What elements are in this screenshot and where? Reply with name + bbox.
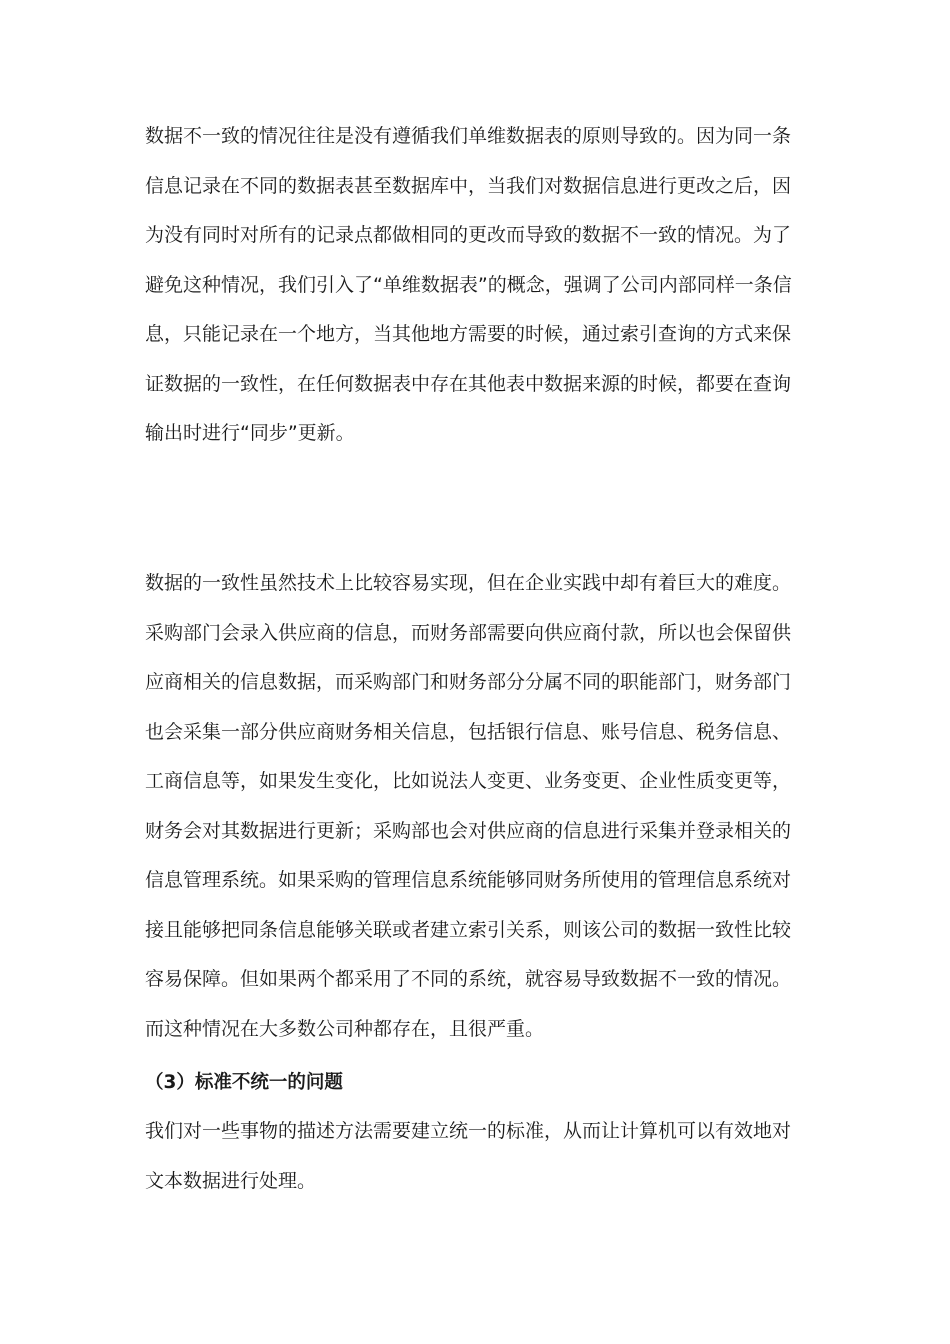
paragraph-data-inconsistency: 数据不一致的情况往往是没有遵循我们单维数据表的原则导致的。因为同一条信息记录在不同的数据表甚至数据库中，当我们对数据信息进行更改之后，因为没有同时对所有的记录点都做相同的更改而导致的数据不一致的情况。为了避免这种情况，我们引入了“单维数据表”的概念，强调了公司内部同样一条信息，只能记录在一个地方，当其他地方需要的时候，通过索引查询的方式来保证数据的一致性，在任何数据表中存在其他表中数据来源的时候，都要在查询输出时进行“同步”更新。 <box>145 125 792 444</box>
paragraph-unified-standard: 我们对一些事物的描述方法需要建立统一的标准，从而让计算机可以有效地对文本数据进行处理。 <box>145 1120 792 1192</box>
section-heading: （3）标准不统一的问题 <box>145 1072 343 1093</box>
paragraph-consistency-difficulty: 数据的一致性虽然技术上比较容易实现，但在企业实践中却有着巨大的难度。采购部门会录入供应商的信息，而财务部需要向供应商付款，所以也会保留供应商相关的信息数据，而采购部门和财务部分分属不同的职能部门，财务部门也会采集一部分供应商财务相关信息，包括银行信息、账号信息、税务信息、工商信息等，如果发生变化，比如说法人变更、业务变更、企业性质变更等，财务会对其数据进行更新；采购部也会对供应商的信息进行采集并登录相关的信息管理系统。如果采购的管理信息系统能够同财务所使用的管理信息系统对接且能够把同条信息能够关联或者建立索引关系，则该公司的数据一致性比较容易保障。但如果两个都采用了不同的系统，就容易导致数据不一致的情况。而这种情况在大多数公司种都存在，且很严重。 <box>145 572 792 1040</box>
